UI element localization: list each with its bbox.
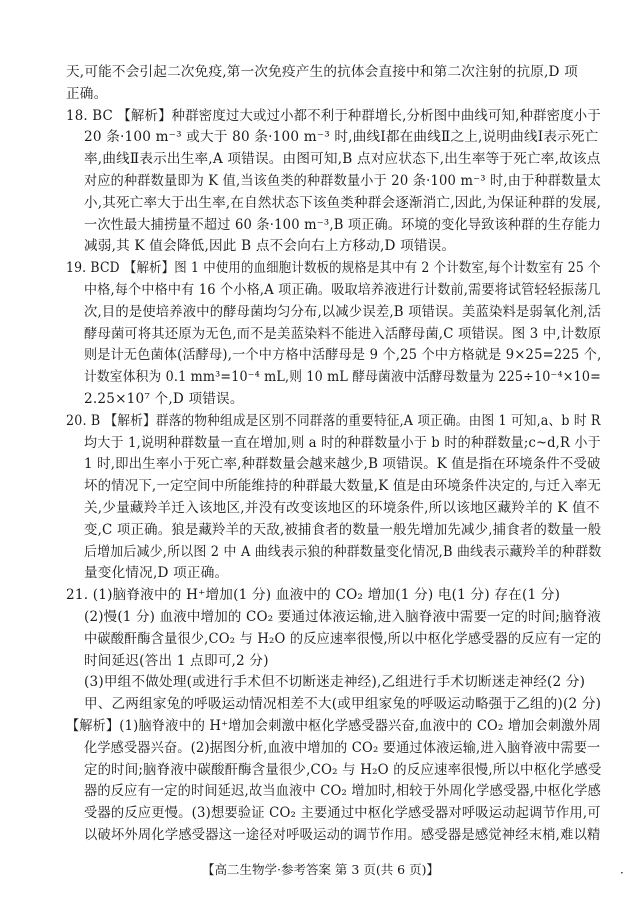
text-line: 20. B 【解析】群落的物种组成是区别不同群落的重要特征,A 项正确。由图 1 可知,a、b 时 R — [66, 413, 601, 429]
text-line: 坏的情况下,一定空间中所能维持的种群最大数量,K 值是由环境条件决定的,与迁入率无 — [84, 478, 602, 494]
text-line: 中碳酸酐酶含量很少,CO₂ 与 H₂O 的反应速率很慢,所以中枢化学感受器的反应有一定的 — [84, 631, 602, 647]
text-line: 18. BC 【解析】种群密度过大或过小都不利于种群增长,分析图中曲线可知,种群密度小于 — [66, 108, 601, 124]
text-line: 受器的反应更慢。(3)想要验证 CO₂ 主要通过中枢化学感受器对呼吸运动起调节作用,可 — [84, 805, 601, 821]
text-line: 化学感受器兴奋。(2)据图分析,血液中增加的 CO₂ 要通过体液运输,进入脑脊液中需要一 — [84, 740, 601, 756]
text-line: 正确。 — [66, 86, 108, 102]
text-line: 2.25×10⁷ 个,D 项错误。 — [84, 391, 244, 407]
text-line: 酵母菌可将其还原为无色,而不是美蓝染料不能进入活酵母菌,C 项错误。图 3 中,计数原 — [84, 326, 602, 342]
text-line: 19. BCD 【解析】图 1 中使用的血细胞计数板的规格是其中有 2 个计数室,每个计数室有 25 个 — [66, 260, 601, 276]
text-line: 21. (1)脑脊液中的 H⁺增加(1 分) 血液中的 CO₂ 增加(1 分) 电(1 分) 存在(1 分) — [66, 587, 561, 603]
text-line: 【解析】(1)脑脊液中的 H⁺增加会刺激中枢化学感受器兴奋,血液中的 CO₂ 增加会刺激外周 — [66, 718, 602, 734]
text-line: 以破坏外周化学感受器这一途径对呼吸运动的调节作用。感受器是感觉神经末梢,难以精 — [84, 827, 601, 843]
text-line: 变,C 项正确。狼是藏羚羊的天敌,被捕食者的数量一般先增加先减少,捕食者的数量一般 — [84, 522, 602, 538]
text-line: 对应的种群数量即为 K 值,当该鱼类的种群数量小于 20 条·100 m⁻³ 时,由于种群数量太 — [84, 173, 602, 189]
text-line: 减弱,其 K 值会降低,因此 B 点不会向右上方移动,D 项错误。 — [84, 238, 456, 254]
text-line: 后增加后减少,所以图 2 中 A 曲线表示狼的种群数量变化情况,B 曲线表示藏羚羊的种群数 — [84, 544, 602, 560]
text-line: 20 条·100 m⁻³ 或大于 80 条·100 m⁻³ 时,曲线Ⅰ都在曲线Ⅱ之上,说明曲线Ⅰ表示死亡 — [84, 129, 599, 145]
page-footer: 【高二生物学·参考答案 第 3 页(共 6 页)】 — [201, 862, 439, 877]
text-line: 定的时间;脑脊液中碳酸酐酶含量很少,CO₂ 与 H₂O 的反应速率很慢,所以中枢化学感受 — [84, 762, 602, 778]
text-line: 小,其死亡率大于出生率,在自然状态下该鱼类种群会逐渐消亡,因此,为保证种群的发展, — [84, 195, 602, 211]
text-line: 天,可能不会引起二次免疫,第一次免疫产生的抗体会直接中和第二次注射的抗原,D 项 — [66, 64, 578, 80]
text-line: (3)甲组不做处理(或进行手术但不切断迷走神经),乙组进行手术切断迷走神经(2 分) — [84, 674, 586, 690]
text-line: 关,少量藏羚羊迁入该地区,并没有改变该地区的环境条件,所以该地区藏羚羊的 K 值不 — [84, 500, 600, 516]
text-line: 1 时,即出生率小于死亡率,种群数量会越来越少,B 项错误。K 值是指在环境条件不受破 — [84, 456, 601, 472]
corner-mark: · — [620, 866, 624, 880]
text-line: 量变化情况,D 项正确。 — [84, 565, 229, 581]
text-line: 则是计无色菌体(活酵母),一个中方格中活酵母是 9 个,25 个中方格就是 9×25=225 个, — [84, 347, 602, 363]
text-line: 器的反应有一定的时间延迟,故当血液中 CO₂ 增加时,相较于外周化学感受器,中枢化学感 — [84, 783, 601, 799]
text-line: 率,曲线Ⅱ表示出生率,A 项错误。由图可知,B 点对应状态下,出生率等于死亡率,故该点 — [84, 151, 601, 167]
text-line: 甲、乙两组家兔的呼吸运动情况相差不大(或甲组家兔的呼吸运动略强于乙组的)(2 分) — [84, 696, 602, 712]
text-line: (2)慢(1 分) 血液中增加的 CO₂ 要通过体液运输,进入脑脊液中需要一定的时间;脑脊液 — [84, 609, 602, 625]
text-line: 计数室体积为 0.1 mm³=10⁻⁴ mL,则 10 mL 酵母菌液中活酵母数量为 225÷10⁻⁴×10= — [84, 369, 601, 385]
text-line: 中格,每个中格中有 16 个小格,A 项正确。吸取培养液进行计数前,需要将试管轻轻振荡几 — [84, 282, 601, 298]
text-line: 一次性最大捕捞量不超过 60 条·100 m⁻³,B 项正确。环境的变化导致该种群的生存能力 — [84, 217, 602, 233]
text-line: 时间延迟(答出 1 点即可,2 分) — [84, 653, 269, 669]
text-line: 次,目的是使培养液中的酵母菌均匀分布,以减少误差,B 项错误。美蓝染料是弱氧化剂,活 — [84, 304, 602, 320]
text-line: 均大于 1,说明种群数量一直在增加,则 a 时的种群数量小于 b 时的种群数量;c~d,R 小于 — [84, 435, 601, 451]
